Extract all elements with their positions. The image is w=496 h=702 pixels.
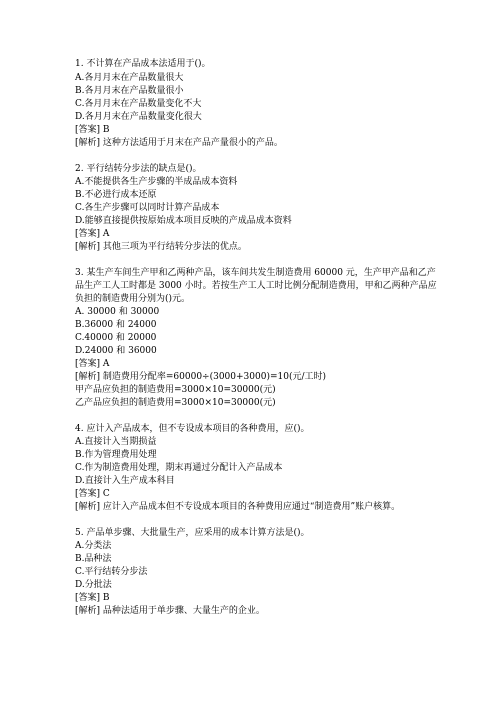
question-4-option-c: C.作为制造费用处理，期末再通过分配计入产品成本 (75, 463, 283, 473)
question-5-stem: 5. 产品单步骤、大批量生产，应采用的成本计算方法是()。 (75, 528, 310, 538)
question-2-option-b: B.不必进行成本还原 (75, 190, 157, 200)
question-3-option-c: C.40000 和 20000 (75, 333, 157, 343)
question-1-stem: 1. 不计算在产品成本法适用于()。 (75, 59, 211, 69)
question-3-stem-line-2: 品生产工人工时都是 3000 小时。若按生产工人工时比例分配制造费用，甲和乙两种产品应 (75, 281, 437, 291)
question-3-analysis-line-2: 甲产品应负担的制造费用=3000×10=30000(元) (75, 385, 276, 395)
question-1-answer: [答案] B (75, 125, 110, 135)
question-3-analysis-line-1: [解析] 制造费用分配率=60000÷(3000+3000)=10(元/工时) (75, 372, 327, 382)
question-5-option-a: A.分类法 (75, 541, 112, 551)
question-1-option-a: A.各月月末在产品数量很大 (75, 73, 184, 83)
question-1-option-d: D.各月月末在产品数量变化很大 (75, 112, 202, 122)
question-2-option-a: A.不能提供各生产步骤的半成品成本资料 (75, 177, 238, 187)
question-1-option-c: C.各月月末在产品数量变化不大 (75, 99, 202, 109)
question-2-option-d: D.能够直接提供按原始成本项目反映的产成品成本资料 (75, 216, 292, 226)
question-2-option-c: C.各生产步骤可以同时计算产品成本 (75, 203, 220, 213)
question-5-answer: [答案] B (75, 593, 110, 603)
question-1-option-b: B.各月月末在产品数量很小 (75, 86, 184, 96)
question-3-stem-line-3: 负担的制造费用分别为()元。 (75, 294, 191, 304)
question-2-answer: [答案] A (75, 229, 110, 239)
question-4-analysis: [解析] 应计入产品成本但不专设成本项目的各种费用应通过“制造费用”账户核算。 (75, 502, 401, 512)
question-3-answer: [答案] A (75, 359, 110, 369)
question-5-option-c: C.平行结转分步法 (75, 567, 148, 577)
question-3-option-d: D.24000 和 36000 (75, 346, 157, 356)
question-1-analysis: [解析] 这种方法适用于月末在产品产量很小的产品。 (75, 138, 283, 148)
question-4-option-b: B.作为管理费用处理 (75, 450, 157, 460)
question-2-analysis: [解析] 其他三项为平行结转分步法的优点。 (75, 242, 247, 252)
question-3-stem-line-1: 3. 某生产车间生产甲和乙两种产品，该车间共发生制造费用 60000 元，生产甲产品和乙产 (75, 268, 436, 278)
question-5-option-b: B.品种法 (75, 554, 112, 564)
question-4-answer: [答案] C (75, 489, 110, 499)
question-3-option-a: A. 30000 和 30000 (75, 307, 160, 317)
question-4-option-a: A.直接计入当期损益 (75, 437, 157, 447)
question-2-stem: 2. 平行结转分步法的缺点是()。 (75, 164, 202, 174)
question-3-option-b: B.36000 和 24000 (75, 320, 157, 330)
question-4-option-d: D.直接计入生产成本科目 (75, 476, 175, 486)
question-3-analysis-line-3: 乙产品应负担的制造费用=3000×10=30000(元) (75, 398, 276, 408)
question-5-analysis: [解析] 品种法适用于单步骤、大量生产的企业。 (75, 606, 265, 616)
question-4-stem: 4. 应计入产品成本，但不专设成本项目的各种费用，应()。 (75, 424, 310, 434)
question-5-option-d: D.分批法 (75, 580, 112, 590)
